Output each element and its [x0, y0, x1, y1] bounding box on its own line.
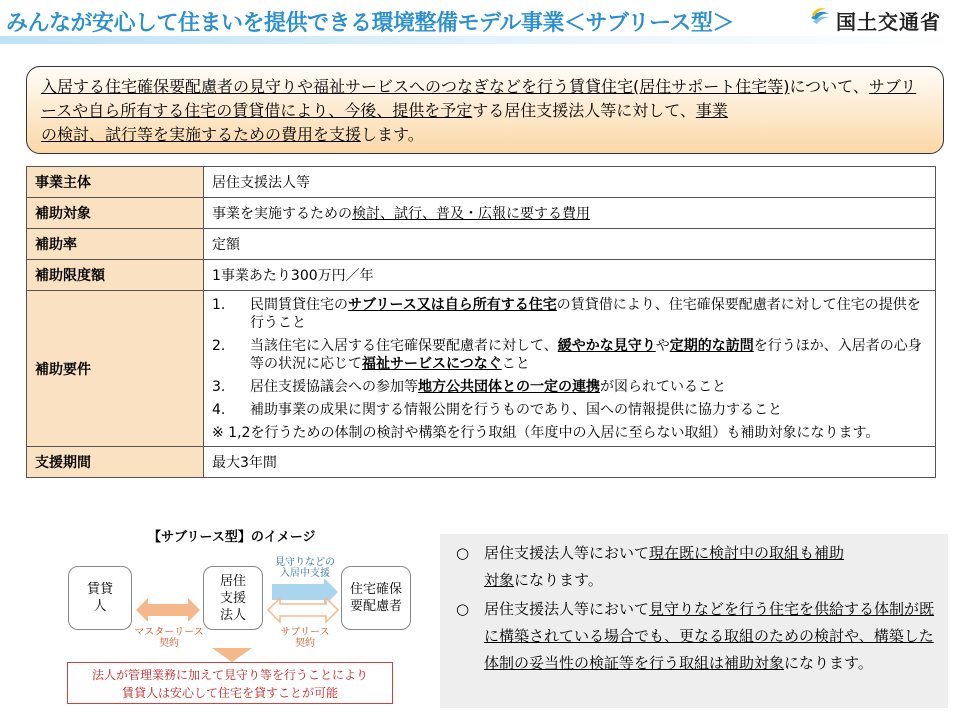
list-item: 3. 居住支援協議会への参加等地方公共団体との一定の連携が図られていること: [212, 379, 726, 395]
summary-text-4: する居住支援法人等に対して、: [472, 101, 696, 120]
summary-text-5: 事業: [695, 101, 728, 120]
table-row: [27, 260, 936, 291]
page-title: みんなが安心して住まいを提供できる環境整備モデル事業＜サブリース型＞: [6, 11, 734, 36]
summary-text-6: の検討、試行等を実施するための費用を支援: [41, 125, 362, 144]
corp-box: 居住 支援 法人: [203, 566, 263, 630]
list-item: ○ 居住支援法人等において現在既に検討中の取組も補助 対象になります。: [452, 540, 936, 594]
table-row: [27, 447, 936, 478]
table-row: [27, 198, 936, 229]
row-value: 定額: [204, 229, 936, 260]
ministry-name: 国土交通省: [836, 10, 941, 34]
table-row: [27, 167, 936, 198]
list-item: 2. 当該住宅に入居する住宅確保要配慮者に対して、緩やかな見守りや定期的な訪問を行うほか、入居者の心身等の状況に応じて福祉サービスにつなぐこと: [212, 338, 922, 372]
diagram-title: 【サブリース型】のイメージ: [148, 530, 316, 545]
support-label: 見守りなどの 入居中支援: [275, 557, 335, 579]
circle-bullet-icon: ○: [456, 600, 470, 618]
summary-text-7: します。: [361, 125, 424, 144]
header-divider: [0, 36, 960, 44]
master-lease-arrow: [136, 598, 200, 622]
spec-table: [26, 166, 936, 478]
row-head: 補助要件: [27, 291, 204, 447]
requirements-note: ※ 1,2を行うための体制の検討や構築を行う取組（年度中の入居に至らない取組）も補助対象になります。: [212, 425, 880, 441]
summary-box: [26, 66, 944, 154]
row-value: 事業を実施するための検討、試行、普及・広報に要する費用: [204, 198, 936, 229]
benefit-line-1: 法人が管理業務に加えて見守り等を行うことにより: [91, 668, 368, 682]
benefit-line-2: 賃貸人は安心して住宅を貸すことが可能: [121, 686, 338, 700]
down-arrow: [212, 648, 252, 662]
requirements-cell: [204, 291, 936, 447]
row-head: 補助限度額: [27, 260, 204, 291]
row-head: 補助率: [27, 229, 204, 260]
row-head: 補助対象: [27, 198, 204, 229]
summary-text-1: 入居する住宅確保要配慮者の見守りや福祉サービスへのつなぎなどを行う賃貸住宅(居住サポート住宅等): [41, 77, 790, 96]
row-head: 支援期間: [27, 447, 204, 478]
row-value: 居住支援法人等: [204, 167, 936, 198]
row-value: 最大3年間: [204, 447, 936, 478]
list-item: 1. 民間賃貸住宅のサブリース又は自ら所有する住宅の賃貸借により、住宅確保要配慮者に対して住宅の提供を行うこと: [212, 297, 921, 331]
tenant-box: 住宅確保 要配慮者: [341, 566, 411, 630]
mlit-logo-icon: [808, 4, 832, 28]
master-lease-label: マスターリース 契約: [134, 627, 204, 649]
notes-panel: [440, 534, 948, 708]
sublease-arrow: [268, 598, 338, 622]
row-head: 事業主体: [27, 167, 204, 198]
sublease-label: サブリース 契約: [280, 627, 330, 649]
landlord-box: 賃貸 人: [68, 566, 132, 630]
list-item: ○ 居住支援法人等において見守りなどを行う住宅を供給する体制が既に構築されている場合でも、更なる取組のための検討や、構築した体制の妥当性の検証等を行う取組は補助対象になります。: [452, 596, 936, 677]
summary-text-3: サブリースや自ら所有する住宅の賃貸借により、今後、提供を予定: [41, 77, 917, 120]
row-value: 1事業あたり300万円／年: [204, 260, 936, 291]
benefit-box: [67, 662, 393, 704]
diagram-arrows: [0, 540, 440, 670]
summary-text-2: について、: [789, 77, 869, 96]
circle-bullet-icon: ○: [456, 544, 470, 562]
header: [0, 0, 960, 46]
table-row: [27, 229, 936, 260]
list-item: 4. 補助事業の成果に関する情報公開を行うものであり、国への情報提供に協力すること: [212, 402, 782, 418]
table-row: [27, 291, 936, 447]
